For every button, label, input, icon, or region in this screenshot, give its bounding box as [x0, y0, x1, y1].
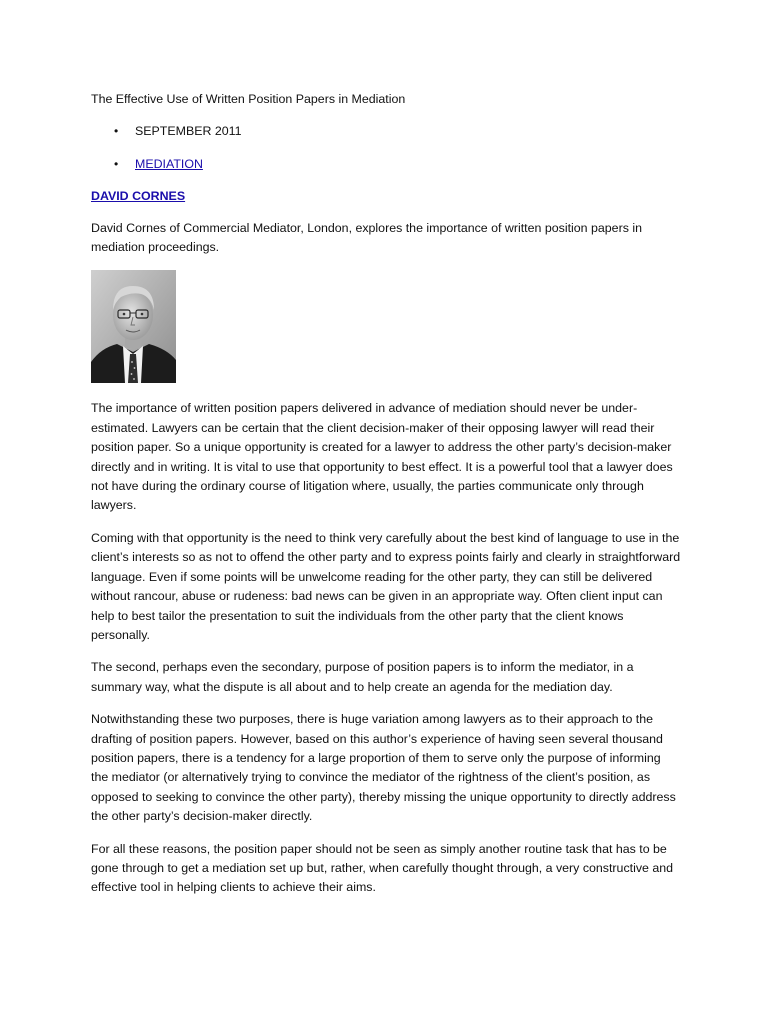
article-date: SEPTEMBER 2011 [135, 124, 242, 139]
article-title: The Effective Use of Written Position Papers in Mediation [91, 92, 406, 106]
meta-date [91, 122, 681, 141]
body-paragraph: Notwithstanding these two purposes, there is huge variation among lawyers as to their approach to the drafting of position papers. However, based on this author’s experience of having seen several thousand position papers, there is a tendency for a large proportion of them to serve only the purpose of informing the mediator (or alternatively trying to convince the mediator of the rightness of the client’s position, as opposed to seeking to convince the other party), thereby missing the unique opportunity to directly address the other party’s decision-maker directly. [91, 712, 676, 824]
bullet-icon: • [114, 124, 119, 139]
intro-paragraph: David Cornes of Commercial Mediator, London, explores the importance of written position papers in mediation proceedings. [91, 220, 642, 255]
body-paragraph: The second, perhaps even the secondary, purpose of position papers is to inform the mediator, in a summary way, what the dispute is all about and to help create an agenda for the mediation day. [91, 660, 634, 694]
body-paragraph: For all these reasons, the position paper should not be seen as simply another routine task that has to be gone through to get a mediation set up but, rather, when carefully thought through, a very constructive and effective tool in helping clients to achieve their aims. [91, 841, 674, 895]
meta-list [91, 122, 681, 174]
author-link[interactable]: DAVID CORNES [91, 189, 186, 204]
category-link[interactable]: MEDIATION [135, 156, 203, 171]
article [91, 90, 681, 911]
bullet-icon: • [114, 156, 119, 171]
author-photo [91, 270, 176, 383]
meta-category [91, 155, 681, 174]
body-paragraph: Coming with that opportunity is the need to think very carefully about the best kind of language to use in the client’s interests so as not to offend the other party and to express points fairly and clearly in straightforward language. Even if some points will be unwelcome reading for the other party, they can still be delivered without rancour, abuse or rudeness: bad news can be given in an appropriate way. Often client input can help to best tailor the presentation to suit the individuals from the other party that the client knows personally. [91, 530, 681, 642]
body-paragraph: The importance of written position papers delivered in advance of mediation should never be under-estimated. Lawyers can be certain that the client decision-maker of their opposing lawyer will read their position paper. So a unique opportunity is created for a lawyer to address the other party’s decision-maker directly and in writing. It is vital to use that opportunity to best effect. It is a powerful tool that a lawyer does not have during the ordinary course of litigation where, usually, the parties communicate only through lawyers. [91, 401, 673, 513]
